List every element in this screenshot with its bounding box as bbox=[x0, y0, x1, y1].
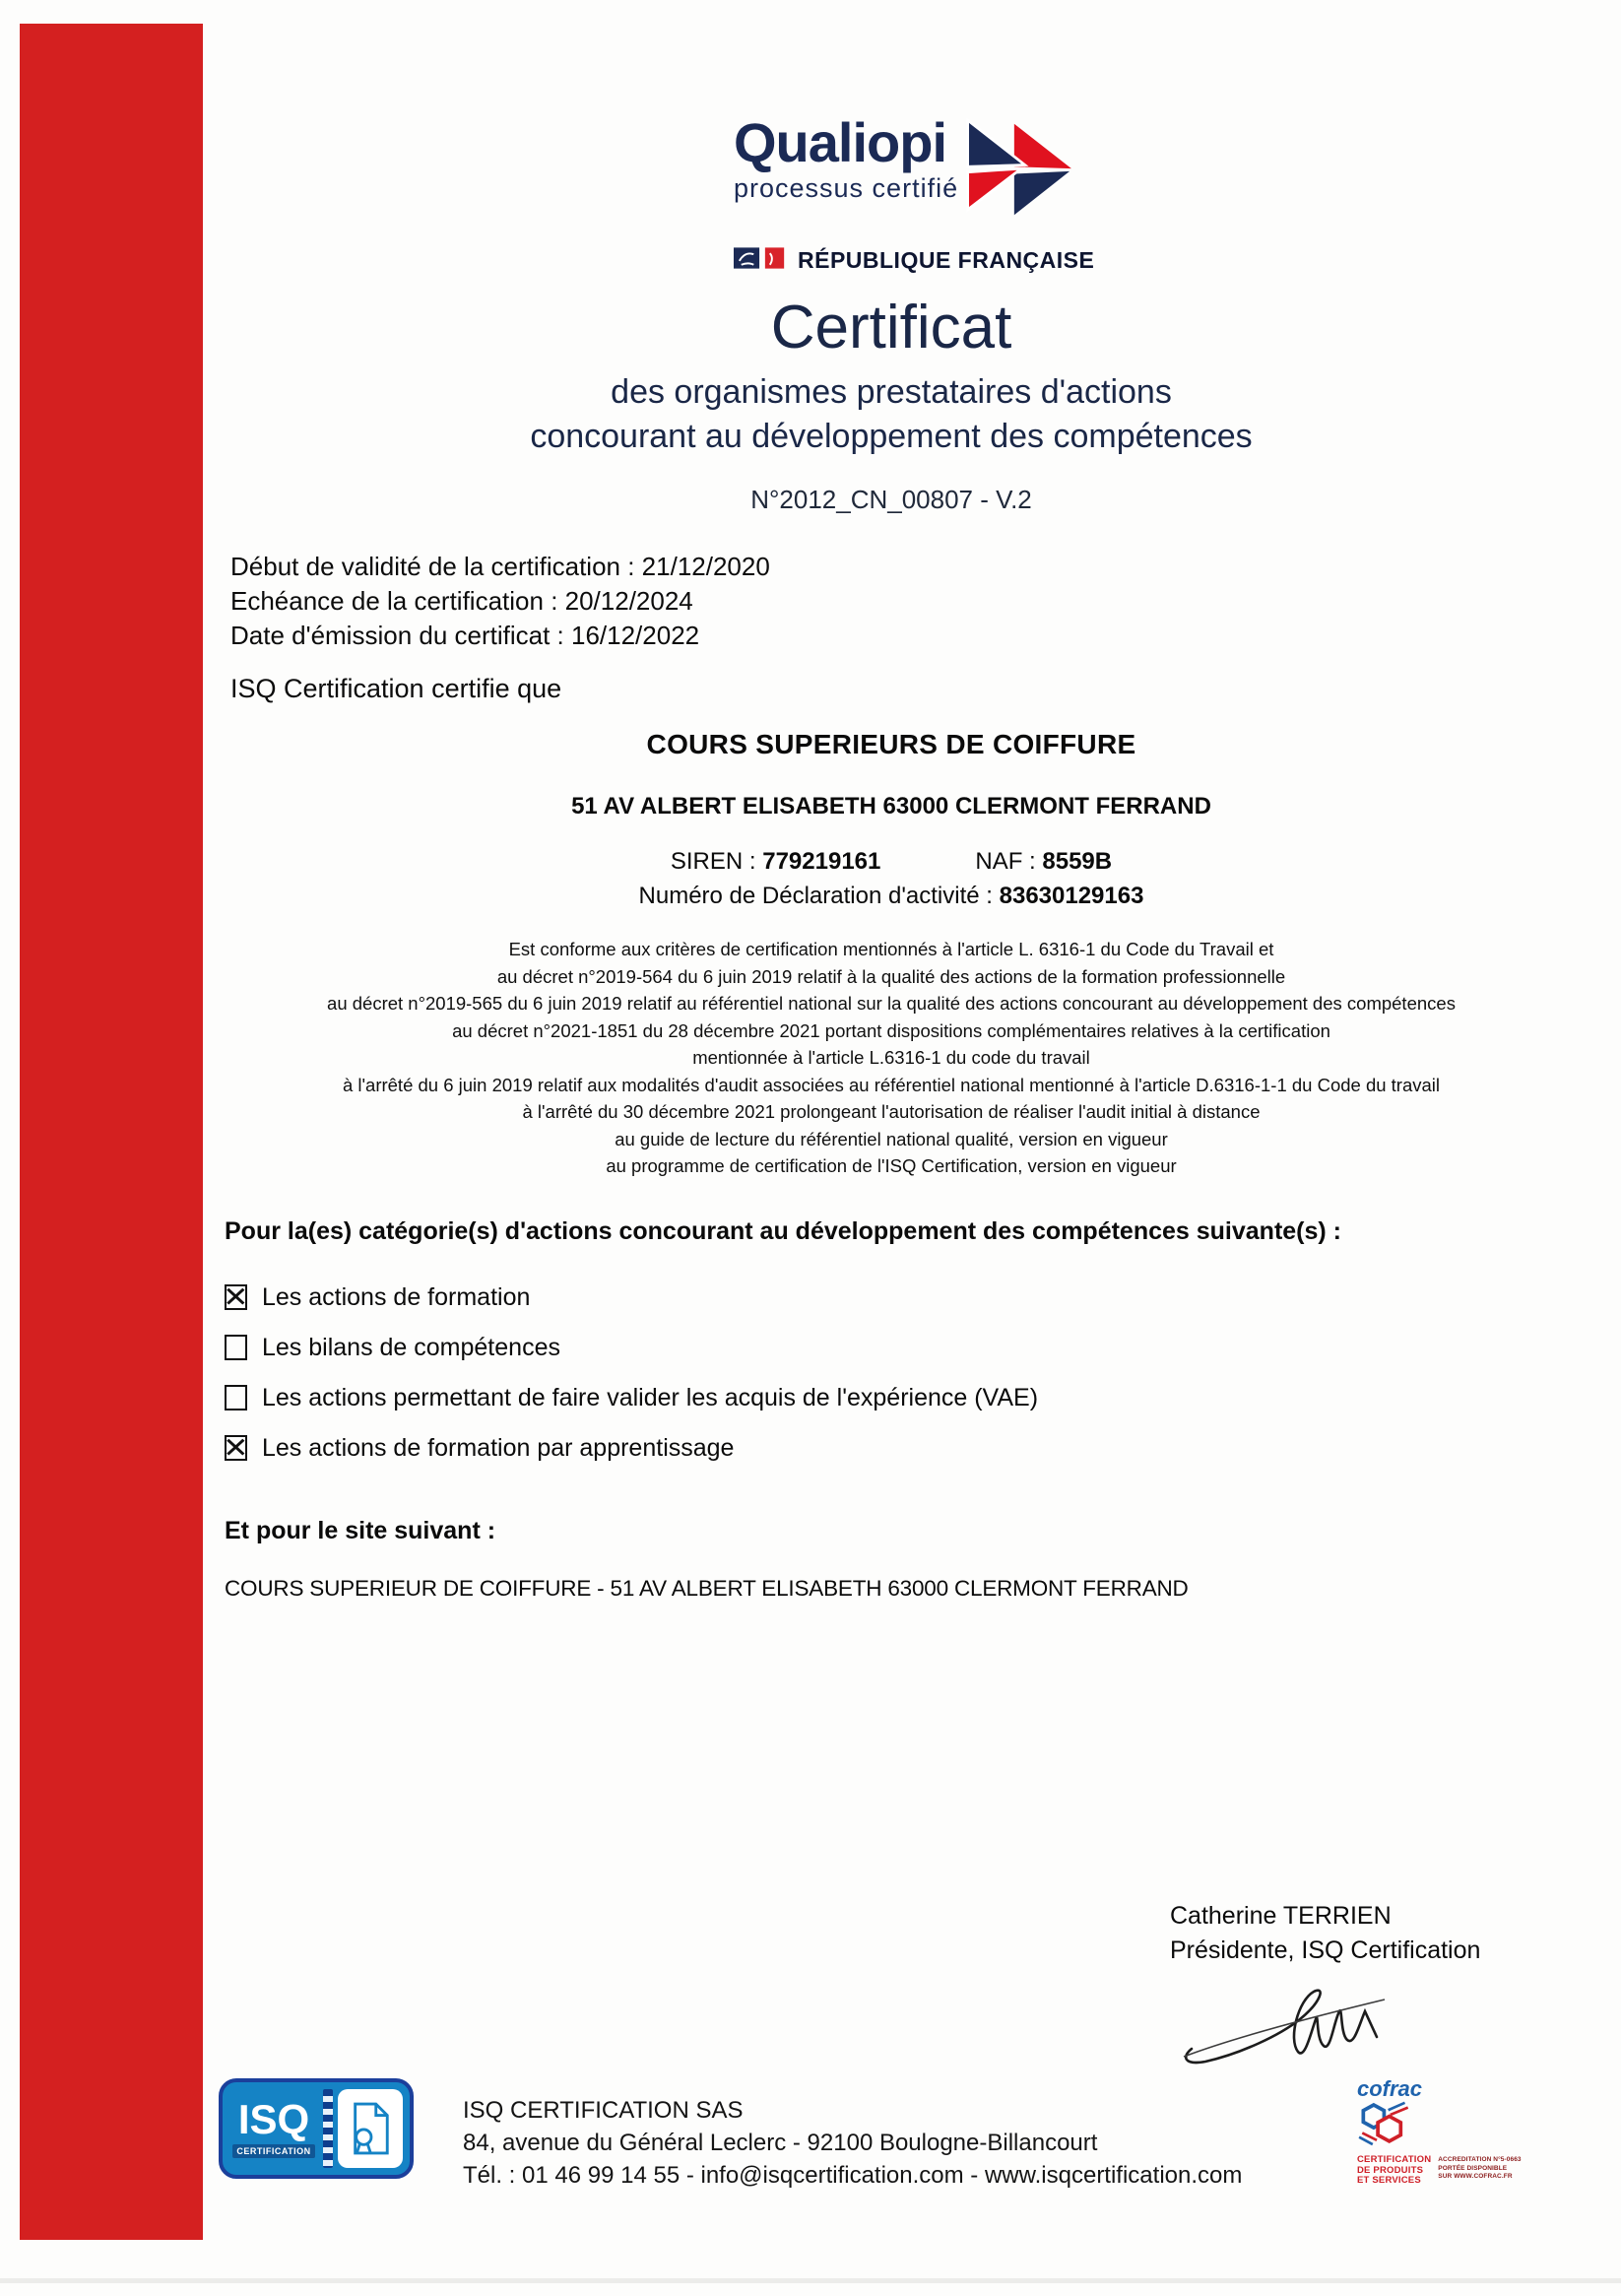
certificate-title: Certificat bbox=[770, 294, 1012, 361]
checkbox-actions-formation: ✕ bbox=[223, 1280, 249, 1313]
marianne-flag-icon bbox=[734, 245, 789, 276]
title-block bbox=[236, 294, 1546, 515]
scan-edge-line bbox=[0, 2278, 1621, 2283]
signature-handwriting bbox=[1178, 1970, 1404, 2083]
qualiopi-header bbox=[734, 111, 1157, 276]
cofrac-accreditation-column: ACCREDITATION N°5-0663 PORTÉE DISPONIBLE SUR WWW.COFRAC.FR bbox=[1438, 2156, 1522, 2180]
naf-value: 8559B bbox=[1042, 848, 1113, 875]
legal-line: mentionnée à l'article L.6316-1 du code du travail bbox=[692, 1047, 1090, 1068]
category-item bbox=[225, 1384, 1544, 1411]
category-item bbox=[223, 1280, 1544, 1313]
legal-line: au décret n°2019-564 du 6 juin 2019 relatif à la qualité des actions de la formation professionnelle bbox=[496, 965, 1286, 987]
isq-logo-sub: CERTIFICATION bbox=[232, 2144, 314, 2158]
certificate-number: N°2012_CN_00807 - V.2 bbox=[750, 485, 1032, 514]
footer-contact: Tél. : 01 46 99 14 55 - info@isqcertification.com - www.isqcertification.com bbox=[463, 2162, 1243, 2189]
issue-date: Date d'émission du certificat : 16/12/2022 bbox=[230, 621, 700, 650]
category-label: Les actions permettant de faire valider les acquis de l'expérience (VAE) bbox=[262, 1383, 1039, 1411]
legal-line: au décret n°2021-1851 du 28 décembre 2021 portant dispositions complémentaires relatives à la certification bbox=[452, 1019, 1330, 1041]
qualiopi-brand-row bbox=[734, 111, 1157, 226]
validity-start: Début de validité de la certification : 21/12/2020 bbox=[230, 552, 770, 581]
signatory-block bbox=[1170, 1899, 1480, 1968]
footer-contact-block bbox=[463, 2094, 1242, 2192]
footer-company: ISQ CERTIFICATION SAS bbox=[463, 2097, 744, 2124]
categories-section bbox=[225, 1217, 1544, 1484]
certify-intro: ISQ Certification certifie que bbox=[230, 674, 562, 703]
site-heading: Et pour le site suivant : bbox=[225, 1517, 496, 1544]
footer-address: 84, avenue du Général Leclerc - 92100 Boulogne-Billancourt bbox=[463, 2130, 1098, 2156]
organization-name: COURS SUPERIEURS DE COIFFURE bbox=[646, 729, 1136, 759]
subtitle-line-1: des organismes prestataires d'actions bbox=[611, 373, 1172, 411]
isq-logo bbox=[219, 2078, 414, 2179]
validity-block bbox=[230, 550, 770, 653]
legal-line: au programme de certification de l'ISQ Certification, version en vigueur bbox=[606, 1155, 1177, 1176]
naf-label: NAF : bbox=[975, 848, 1043, 875]
isq-document-seal-icon bbox=[338, 2089, 403, 2168]
siren-value: 779219161 bbox=[762, 848, 881, 875]
left-red-band bbox=[20, 24, 203, 2240]
legal-paragraph bbox=[236, 936, 1546, 1180]
qualiopi-arrows-icon bbox=[964, 118, 1080, 226]
signatory-role: Présidente, ISQ Certification bbox=[1170, 1936, 1481, 1964]
declaration-label: Numéro de Déclaration d'activité : bbox=[638, 883, 1000, 909]
category-label: Les actions de formation bbox=[262, 1282, 531, 1311]
category-item bbox=[225, 1334, 1544, 1361]
checkbox-apprentissage: ✕ bbox=[223, 1431, 249, 1464]
siren-label: SIREN : bbox=[670, 848, 763, 875]
cofrac-caption-column: CERTIFICATION DE PRODUITS ET SERVICES bbox=[1357, 2154, 1432, 2186]
legal-line: au décret n°2019-565 du 6 juin 2019 relatif au référentiel national sur la qualité des actions concourant au développement des compétences bbox=[327, 993, 1456, 1014]
organization-address: 51 AV ALBERT ELISABETH 63000 CLERMONT FERRAND bbox=[571, 793, 1211, 820]
categories-list bbox=[223, 1280, 1544, 1464]
qualiopi-tagline: processus certifié bbox=[734, 173, 959, 203]
declaration-value: 83630129163 bbox=[999, 883, 1144, 909]
declaration-line bbox=[236, 883, 1546, 910]
republique-row bbox=[734, 245, 1157, 276]
qualiopi-wordmark: Qualiopi bbox=[734, 111, 946, 173]
validity-end: Echéance de la certification : 20/12/2024 bbox=[230, 586, 693, 616]
cofrac-captions bbox=[1357, 2155, 1584, 2187]
signatory-name: Catherine TERRIEN bbox=[1170, 1902, 1392, 1930]
legal-line: à l'arrêté du 30 décembre 2021 prolongeant l'autorisation de réaliser l'audit initial à distance bbox=[522, 1101, 1261, 1122]
site-value: COURS SUPERIEUR DE COIFFURE - 51 AV ALBERT ELISABETH 63000 CLERMONT FERRAND bbox=[225, 1576, 1189, 1601]
isq-logo-strip bbox=[323, 2089, 333, 2168]
certificate-subtitle bbox=[236, 370, 1546, 459]
isq-logo-word: ISQ bbox=[237, 2096, 310, 2142]
organization-ids bbox=[236, 848, 1546, 876]
cofrac-logo bbox=[1357, 2078, 1584, 2187]
organization-block bbox=[236, 729, 1546, 910]
category-label: Les actions de formation par apprentissage bbox=[262, 1433, 735, 1462]
categories-heading: Pour la(es) catégorie(s) d'actions concourant au développement des compétences suivante(s) : bbox=[225, 1217, 1342, 1245]
cofrac-wordmark: cofrac bbox=[1357, 2076, 1423, 2101]
isq-logo-left bbox=[229, 2089, 318, 2168]
category-item bbox=[223, 1431, 1544, 1464]
checkbox-bilans-competences bbox=[225, 1335, 247, 1360]
cofrac-hexagons-icon bbox=[1357, 2100, 1584, 2154]
subtitle-line-2: concourant au développement des compétences bbox=[530, 418, 1253, 455]
republique-label: RÉPUBLIQUE FRANÇAISE bbox=[798, 247, 1095, 273]
legal-line: au guide de lecture du référentiel national qualité, version en vigueur bbox=[615, 1128, 1168, 1149]
site-section bbox=[225, 1517, 1544, 1602]
legal-line: Est conforme aux critères de certification mentionnés à l'article L. 6316-1 du Code du Travail et bbox=[508, 939, 1274, 959]
category-label: Les bilans de compétences bbox=[262, 1333, 560, 1361]
checkbox-vae bbox=[225, 1385, 247, 1410]
legal-line: à l'arrêté du 6 juin 2019 relatif aux modalités d'audit associées au référentiel national mentionné à l'article D.6316-1-1 du Code du travail bbox=[342, 1074, 1441, 1095]
